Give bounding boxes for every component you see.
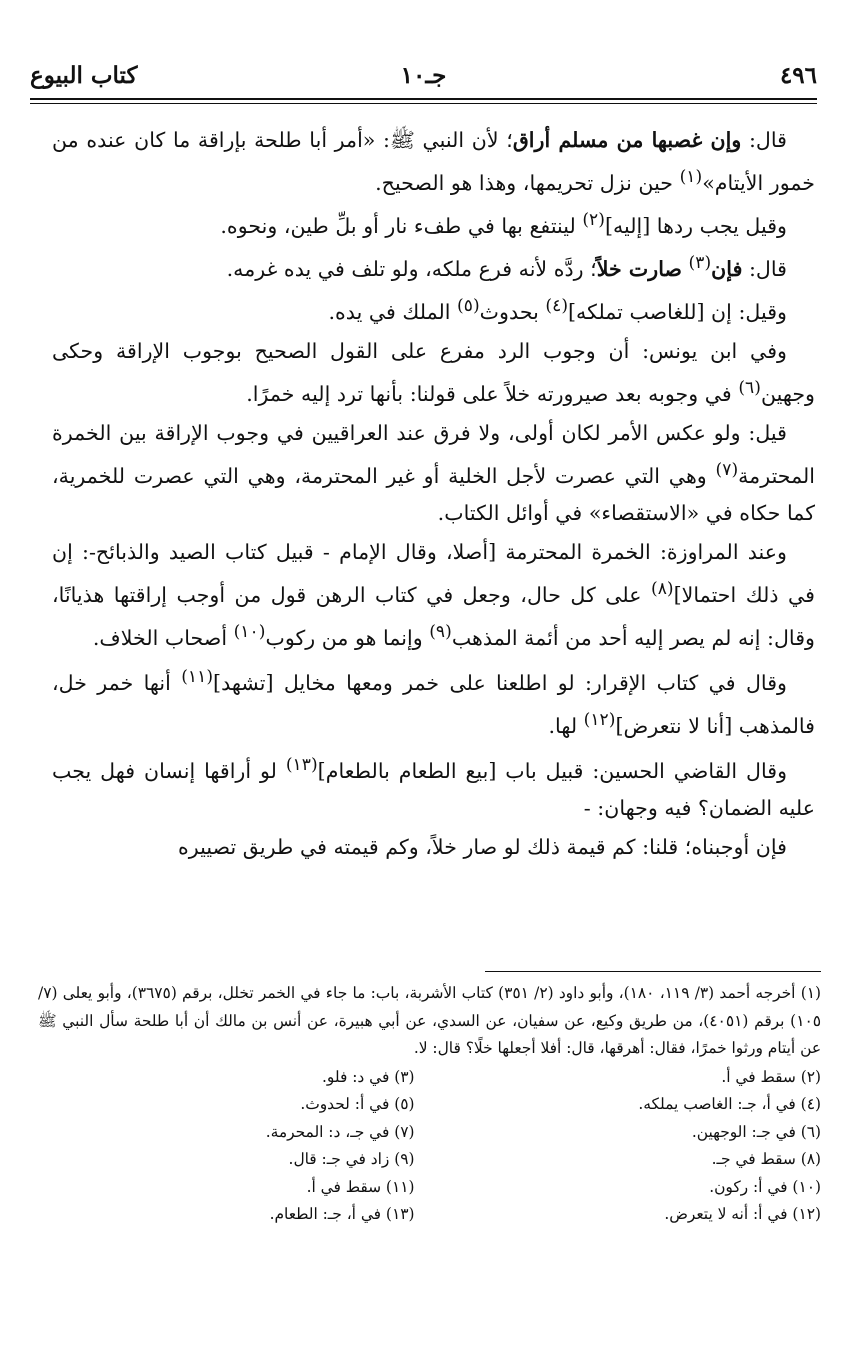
footnote-marker: (١٢) [583, 710, 616, 731]
volume-label: جـ١٠ [400, 62, 447, 89]
footnote-grid [38, 1064, 821, 1229]
footnote-item: (٧) في جـ، د: المحرمة. [265, 1122, 415, 1141]
header-rule-thin [30, 103, 817, 104]
page-number: ٤٩٦ [779, 62, 817, 89]
book-title: كتاب البيوع [30, 62, 138, 89]
paragraph-5: وفي ابن يونس: أن وجوب الرد مفرع على القول الصحيح بوجوب الإراقة وحكى وجهين$^{(٦)}$ في وجوبه بعد صيرورته خلاً على قولنا: بأنها ترد إليه خمرًا. [52, 338, 815, 406]
footnote-marker: (١٠) [233, 622, 266, 643]
footnote-item: (١٠) في أ: ركون. [709, 1177, 821, 1196]
footnote-item: (١٢) في أ: أنه لا يتعرض. [664, 1205, 821, 1223]
footnote-item: (٥) في أ: لحدوث. [300, 1095, 415, 1113]
footnote-marker: (١) [679, 167, 703, 188]
footnote-marker: (١١) [181, 667, 214, 688]
footnote-marker: (٨) [651, 579, 674, 600]
paragraph-1: قال: وإن غصبها من مسلم أراق؛ لأن النبي ﷺ: «أمر أبا طلحة بإراقة ما كان عنده من خمور الأيتام»$^{(١)}$ حين نزل تحريمها، وهذا هو الصحيح. [52, 128, 815, 195]
footnote-marker: (٩) [429, 622, 452, 643]
footnote-item: (٢) سقط في أ. [721, 1067, 821, 1086]
footnote-item: (٨) سقط في جـ. [711, 1150, 821, 1168]
paragraph-3: قال: فإن$^{(٣)}$ صارت خلاً؛ ردَّه لأنه فرع ملكه، ولو تلف في يده غرمه. [226, 253, 787, 281]
footnote-marker: (٦) [738, 378, 761, 398]
footnote-marker: (٢) [582, 210, 605, 231]
footnote-item: (٦) في جـ: الوجهين. [691, 1122, 821, 1141]
footnotes [38, 980, 821, 1229]
footnote-item: (٤) في أ، جـ: الغاصب يملكه. [638, 1095, 821, 1113]
footnote-1: (١) أخرجه أحمد (٣/ ١١٩، ١٨٠)، وأبو داود (٢/ ٣٥١) كتاب الأشربة، باب: ما جاء في الخمر تخلل، برقم (٣٦٧٥)، وأبو يعلى (٧/ ١٠٥) برقم (٤٠٥١)، من طريق وكيع، عن سفيان، عن السدي، عن أبي هبيرة، عن أنس بن مالك أن أبا طلحة سأل النبي ﷺ عن أيتام ورثوا خمرًا، فقال: أهرقها، قال: أفلا أجعلها خلًا؟ قال: لا. [38, 984, 821, 1057]
footnote-item: (٣) في د: فلو. [322, 1067, 415, 1086]
paragraph-7: وعند المراوزة: الخمرة المحترمة [أصلا، وقال الإمام - قبيل كتاب الصيد والذبائح-: إن في ذلك احتمالا]$^{(٨)}$ على كل حال، وجعل في كتاب الرهن قول من أوجب إراقتها هذيانًا، وقال: إنه لم يصر إليه أحد من أئمة المذهب$^{(٩)}$ وإنما هو من ركوب$^{(١٠)}$ أصحاب الخلاف. [52, 540, 815, 650]
footnote-marker: (٥) [457, 295, 480, 316]
main-text [52, 122, 815, 866]
paragraph-2: وقيل يجب ردها [إليه]$^{(٢)}$ لينتفع بها في طفء نار أو بلِّ طين، ونحوه. [220, 210, 787, 238]
footnote-separator [485, 971, 821, 972]
paragraph-6: قيل: ولو عكس الأمر لكان أولى، ولا فرق عند العراقيين في وجوب الإراقة بين الخمرة المحترمة$^{(٧)}$ وهي التي عصرت لأجل الخلية أو غير المحترمة، وهي التي عصرت للخمرية، كما حكاه في «الاستقصاء» في أوائل الكتاب. [52, 420, 815, 525]
footnote-marker: (١٣) [285, 755, 318, 775]
footnote-marker: (٤) [545, 295, 569, 316]
paragraph-8: وقال في كتاب الإقرار: لو اطلعنا على خمر ومعها مخايل [تشهد]$^{(١١)}$ أنها خمر خل، فالمذهب [أنا لا نتعرض]$^{(١٢)}$ لها. [52, 667, 815, 738]
footnote-item: (٩) زاد في جـ: قال. [288, 1150, 415, 1168]
footnote-marker: (٧) [715, 460, 739, 481]
header-rule [30, 98, 817, 100]
paragraph-4: وقيل: إن [للغاصب تملكه]$^{(٤)}$ بحدوث$^{(٥)}$ الملك في يده. [328, 295, 787, 324]
footnote-item: (١٣) في أ، جـ: الطعام. [269, 1205, 415, 1223]
footnote-item: (١١) سقط في أ. [306, 1177, 415, 1196]
paragraph-10: فإن أوجبناه؛ قلنا: كم قيمة ذلك لو صار خلاً، وكم قيمته في طريق تصييره [178, 835, 787, 860]
paragraph-9: وقال القاضي الحسين: قبيل باب [بيع الطعام بالطعام]$^{(١٣)}$ لو أراقها إنسان فهل يجب عليه الضمان؟ فيه وجهان: - [52, 755, 815, 820]
page-header [30, 62, 817, 98]
footnote-marker: (٣) [688, 253, 712, 273]
